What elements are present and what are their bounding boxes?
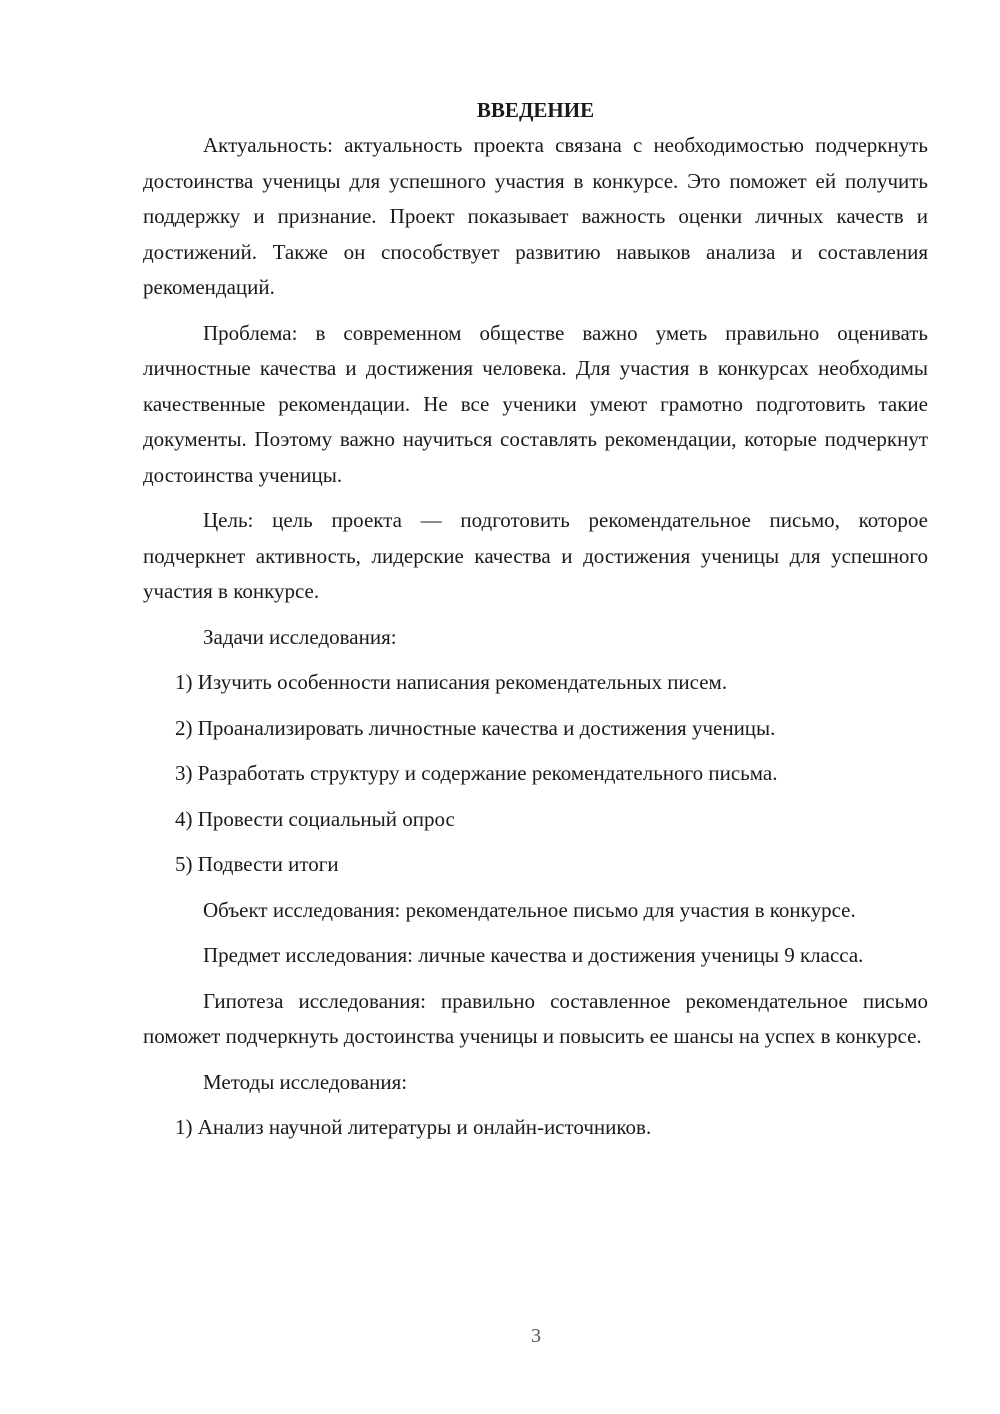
hypothesis-paragraph: Гипотеза исследования: правильно составленное рекомендательное письмо поможет подчеркнуть достоинства ученицы и повысить ее шансы на успех в конкурсе.: [143, 988, 928, 1048]
task-item: 3) Разработать структуру и содержание рекомендательного письма.: [175, 761, 778, 785]
document-page: [143, 92, 928, 1146]
task-item: 4) Провести социальный опрос: [175, 806, 455, 831]
goal-paragraph: Цель: цель проекта — подготовить рекомендательное письмо, которое подчеркнет активность, лидерские качества и достижения ученицы для успешного участия в конкурсе.: [143, 508, 928, 603]
subject-paragraph: Предмет исследования: личные качества и достижения ученицы 9 класса.: [203, 943, 864, 967]
problem-paragraph: Проблема: в современном обществе важно уметь правильно оценивать личностные качества и достижения человека. Для участия в конкурсах необходимы качественные рекомендации. Не все ученики умеют грамотно подготовить такие документы. Поэтому важно научиться составлять рекомендации, которые подчеркнут достоинства ученицы.: [143, 320, 928, 487]
tasks-title: Задачи исследования:: [203, 624, 397, 649]
task-item: 1) Изучить особенности написания рекомендательных писем.: [175, 670, 728, 694]
relevance-paragraph: Актуальность: актуальность проекта связана с необходимостью подчеркнуть достоинства ученицы для успешного участия в конкурсе. Это поможет ей получить поддержку и признание. Проект показывает важность оценки личных качеств и достижений. Также он способствует развитию навыков анализа и составления рекомендаций.: [143, 133, 928, 299]
section-heading: ВВЕДЕНИЕ: [476, 98, 595, 122]
methods-title: Методы исследования:: [203, 1069, 408, 1094]
task-item: 5) Подвести итоги: [175, 852, 339, 876]
task-item: 2) Проанализировать личностные качества и достижения ученицы.: [175, 715, 776, 740]
page-number: 3: [531, 1325, 541, 1347]
object-paragraph: Объект исследования: рекомендательное письмо для участия в конкурсе.: [203, 897, 856, 922]
method-item: 1) Анализ научной литературы и онлайн-источников.: [175, 1115, 652, 1139]
